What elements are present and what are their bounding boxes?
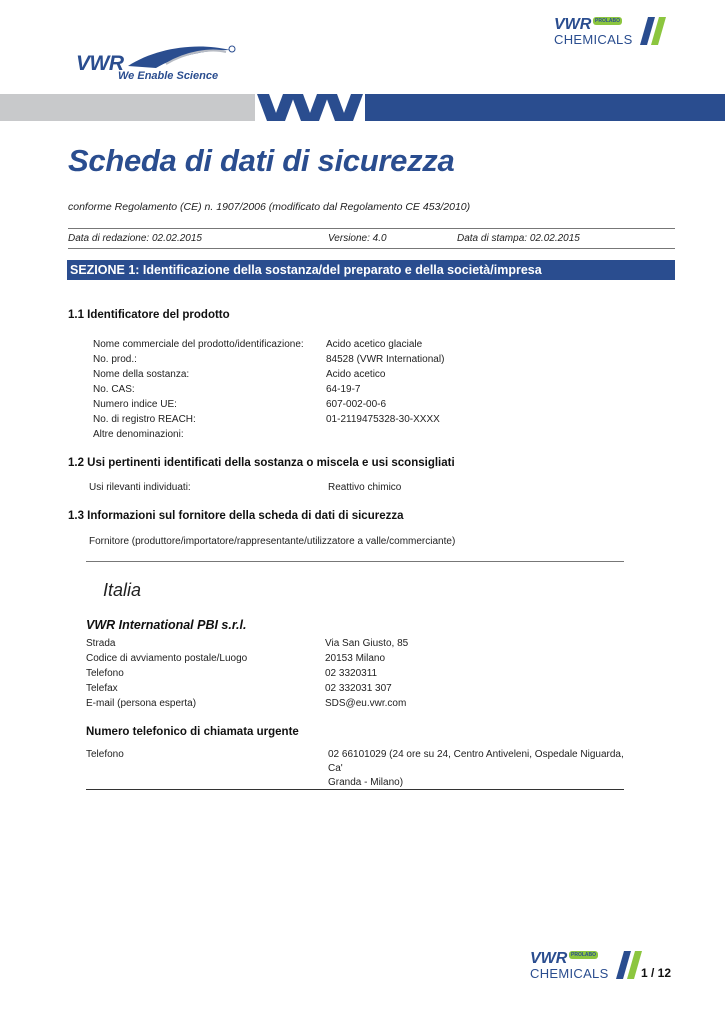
supplier-table [86,637,626,712]
s12-value: Reattivo chimico [328,482,402,493]
s13-heading: 1.3 Informazioni sul fornitore della scheda di dati di sicurezza [68,510,404,522]
country-name: Italia [103,580,142,600]
supplier-value-3: 02 332031 307 [325,683,392,694]
vwr-chemicals-logo-footer [530,950,650,982]
header-banner-blue [350,94,725,121]
banner-chevrons-icon [255,94,365,121]
logo-chemicals-brand: VWR [554,16,592,33]
document-title: Scheda di dati di sicurezza [68,143,455,178]
logo-chemicals-sub: CHEMICALS [554,32,633,47]
supplier-label-1: Codice di avviamento postale/Luogo [86,653,248,664]
emergency-value [328,748,628,790]
logo-prolabo: PROLABO [595,18,620,24]
s12-label: Usi rilevanti individuati: [89,482,191,493]
supplier-email: SDS@eu.vwr.com [325,698,407,709]
s11-value-5: 01-2119475328-30-XXXX [326,414,440,425]
supplier-note: Fornitore (produttore/importatore/rappresentante/utilizzatore a valle/commerciante) [89,536,456,547]
emergency-heading: Numero telefonico di chiamata urgente [86,726,299,738]
emergency-label: Telefono [86,749,124,760]
emergency-value-line2: Granda - Milano) [328,777,404,788]
s11-label-5: No. di registro REACH: [93,414,196,425]
footer-logo-prolabo: PROLABO [571,952,596,958]
s11-label-6: Altre denominazioni: [93,429,184,440]
s11-label-3: No. CAS: [93,384,135,395]
s11-label-2: Nome della sostanza: [93,369,190,380]
section1-heading-bar [67,260,675,280]
s11-heading: 1.1 Identificatore del prodotto [68,309,230,321]
print-date: Data di stampa: 02.02.2015 [457,233,580,244]
supplier-value-2: 02 3320311 [325,668,378,679]
company-name: VWR International PBI s.r.l. [86,618,247,632]
supplier-label-4: E-mail (persona esperta) [86,698,197,709]
emergency-value-line1: 02 66101029 (24 ore su 24, Centro Antiveleni, Ospedale Niguarda, Ca' [328,749,624,774]
page-number: 1 / 12 [641,966,672,980]
chemicals-stripes-icon [640,17,670,45]
document-subtitle: conforme Regolamento (CE) n. 1907/2006 (modificato dal Regolamento CE 453/2010) [68,201,471,213]
s11-label-1: No. prod.: [93,354,137,365]
s11-value-0: Acido acetico glaciale [326,339,423,350]
s11-label-0: Nome commerciale del prodotto/identificazione: [93,339,304,350]
supplier-value-0: Via San Giusto, 85 [325,638,409,649]
section1-heading: SEZIONE 1: Identificazione della sostanza/del preparato e della società/impresa [70,263,542,277]
s11-value-3: 64-19-7 [326,384,361,395]
s12-heading: 1.2 Usi pertinenti identificati della sostanza o miscela e usi sconsigliati [68,457,455,469]
s11-value-2: Acido acetico [326,369,386,380]
vwr-main-logo [76,44,241,86]
revision-date: Data di redazione: 02.02.2015 [68,233,202,244]
divider-top [86,561,624,562]
vwr-chemicals-logo-top [554,16,674,48]
supplier-label-2: Telefono [86,668,124,679]
supplier-label-3: Telefax [86,683,118,694]
supplier-value-1: 20153 Milano [325,653,386,664]
s11-value-1: 84528 (VWR International) [326,354,445,365]
divider-bottom [86,789,624,790]
s11-value-4: 607-002-00-6 [326,399,387,410]
version: Versione: 4.0 [328,233,387,244]
logo-main-word: VWR [76,52,124,75]
logo-tagline: We Enable Science [118,70,219,82]
footer-logo-brand: VWR [530,950,568,967]
s11-label-4: Numero indice UE: [93,399,177,410]
footer-logo-sub: CHEMICALS [530,966,609,981]
document-meta-row [68,228,675,249]
supplier-label-0: Strada [86,638,116,649]
s11-table [93,338,613,442]
